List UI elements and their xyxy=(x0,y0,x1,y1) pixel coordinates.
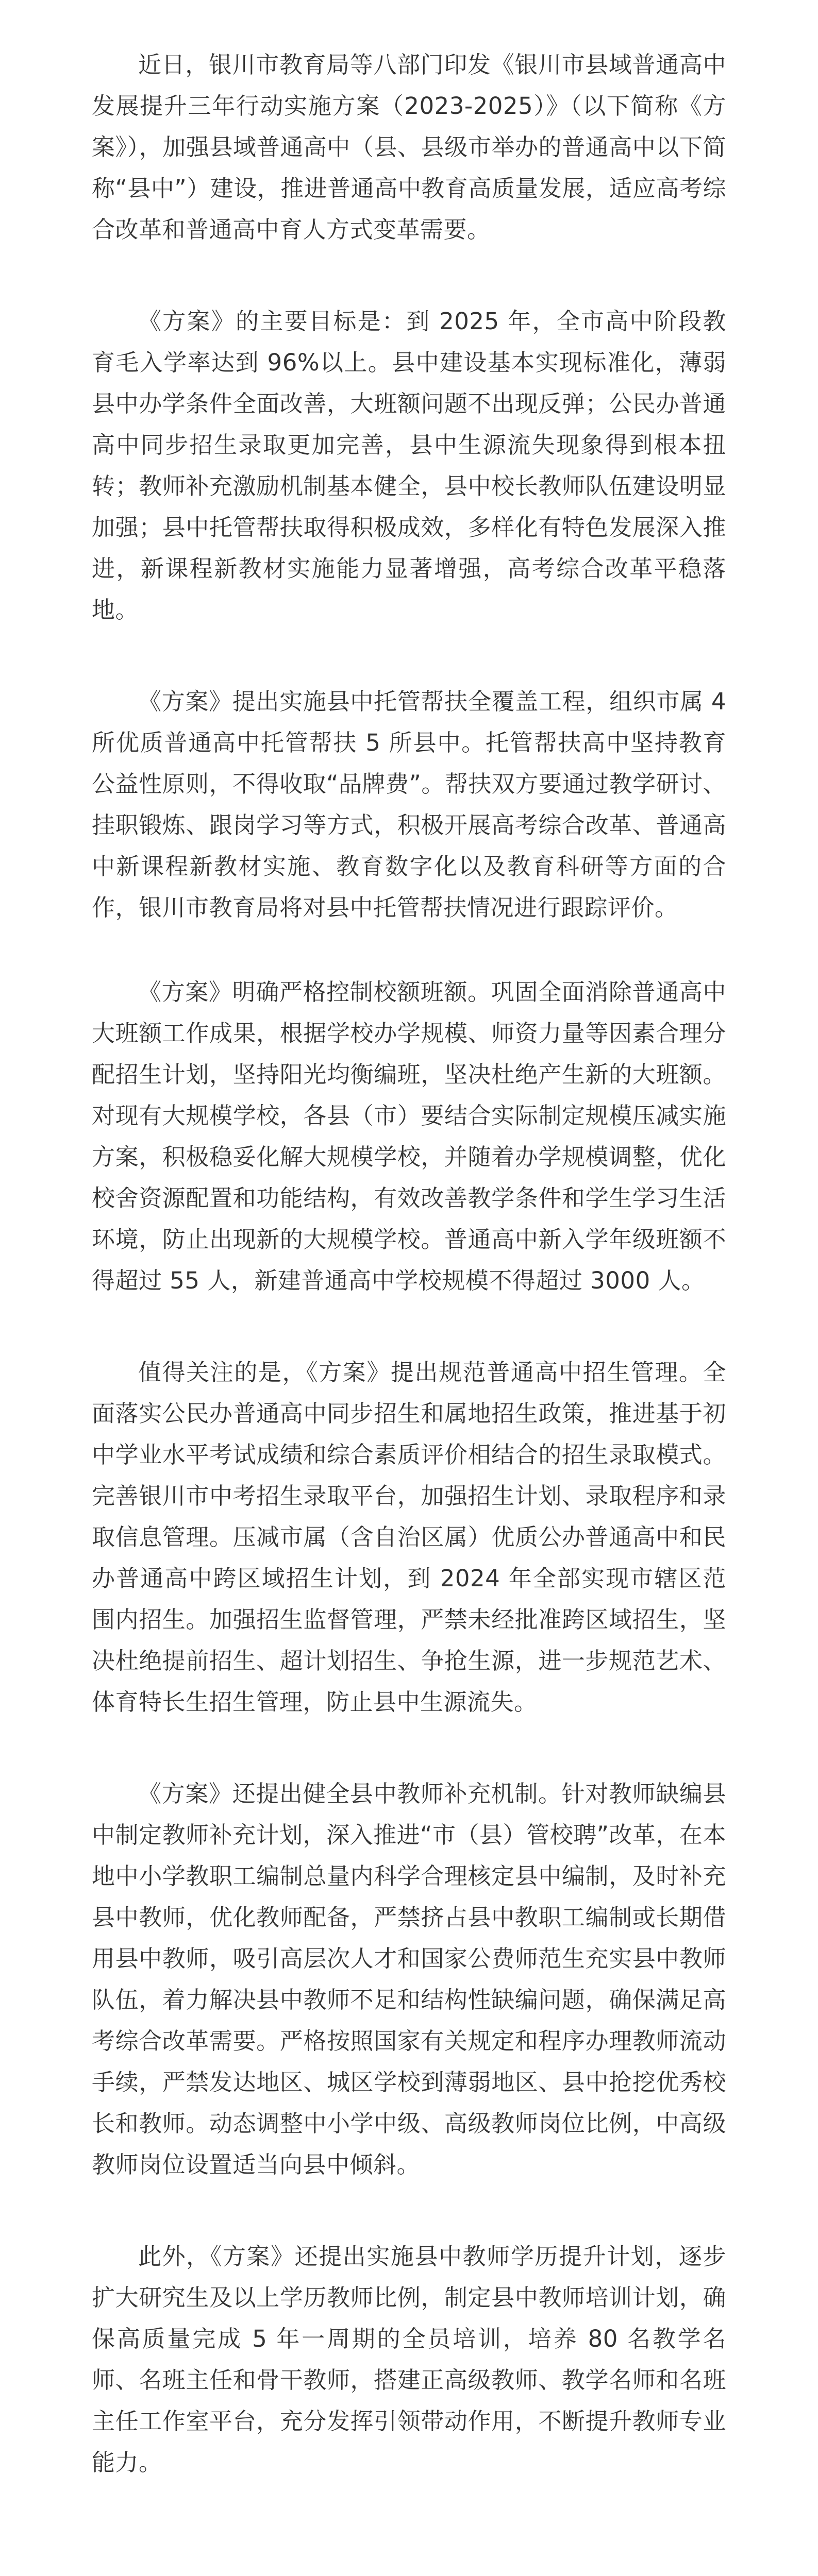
paragraph-teacher-supplement: 《方案》还提出健全县中教师补充机制。针对教师缺编县中制定教师补充计划，深入推进“市（县）管校聘”改革，在本地中小学教职工编制总量内科学合理核定县中编制，及时补充县中教师，优化教师配备，严禁挤占县中教职工编制或长期借用县中教师，吸引高层次人才和国家公费师范生充实县中教师队伍，着力解决县中教师不足和结构性缺编问题，确保满足高考综合改革需要。严格按照国家有关规定和程序办理教师流动手续，严禁发达地区、城区学校到薄弱地区、县中抢挖优秀校长和教师。动态调整中小学中级、高级教师岗位比例，中高级教师岗位设置适当向县中倾斜。 xyxy=(92,1780,726,2178)
paragraph-enrollment: 值得关注的是，《方案》提出规范普通高中招生管理。全面落实公民办普通高中同步招生和属地招生政策，推进基于初中学业水平考试成绩和综合素质评价相结合的招生录取模式。完善银川市中考招生录取平台，加强招生计划、录取程序和录取信息管理。压减市属（含自治区属）优质公办普通高中和民办普通高中跨区域招生计划，到 2024 年全部实现市辖区范围内招生。加强招生监督管理，严禁未经批准跨区域招生，坚决杜绝提前招生、超计划招生、争抢生源，进一步规范艺术、体育特长生招生管理，防止县中生源流失。 xyxy=(92,1359,726,1716)
paragraph-intro: 近日，银川市教育局等八部门印发《银川市县域普通高中发展提升三年行动实施方案（2023-2025）》（以下简称《方案》），加强县域普通高中（县、县级市举办的普通高中以下简称“县中”）建设，推进普通高中教育高质量发展，适应高考综合改革和普通高中育人方式变革需要。 xyxy=(92,51,726,243)
paragraph-teacher-development: 此外，《方案》还提出实施县中教师学历提升计划，逐步扩大研究生及以上学历教师比例，制定县中教师培训计划，确保高质量完成 5 年一周期的全员培训，培养 80 名教学名师、名班主任和骨干教师，搭建正高级教师、教学名师和名班主任工作室平台，充分发挥引领带动作用，不断提升教师专业能力。 xyxy=(92,2243,726,2476)
paragraph-main-goals: 《方案》的主要目标是：到 2025 年，全市高中阶段教育毛入学率达到 96%以上。县中建设基本实现标准化，薄弱县中办学条件全面改善，大班额问题不出现反弹；公民办普通高中同步招生录取更加完善，县中生源流失现象得到根本扭转；教师补充激励机制基本健全，县中校长教师队伍建设明显加强；县中托管帮扶取得积极成效，多样化有特色发展深入推进，新课程新教材实施能力显著增强，高考综合改革平稳落地。 xyxy=(92,308,726,623)
paragraph-class-size: 《方案》明确严格控制校额班额。巩固全面消除普通高中大班额工作成果，根据学校办学规模、师资力量等因素合理分配招生计划，坚持阳光均衡编班，坚决杜绝产生新的大班额。对现有大规模学校，各县（市）要结合实际制定规模压减实施方案，积极稳妥化解大规模学校，并随着办学规模调整，优化校舍资源配置和功能结构，有效改善教学条件和学生学习生活环境，防止出现新的大规模学校。普通高中新入学年级班额不得超过 55 人，新建普通高中学校规模不得超过 3000 人。 xyxy=(92,978,726,1294)
paragraph-trusteeship: 《方案》提出实施县中托管帮扶全覆盖工程，组织市属 4 所优质普通高中托管帮扶 5 所县中。托管帮扶高中坚持教育公益性原则，不得收取“品牌费”。帮扶双方要通过教学研讨、挂职锻炼、跟岗学习等方式，积极开展高考综合改革、普通高中新课程新教材实施、教育数字化以及教育科研等方面的合作，银川市教育局将对县中托管帮扶情况进行跟踪评价。 xyxy=(92,688,726,921)
